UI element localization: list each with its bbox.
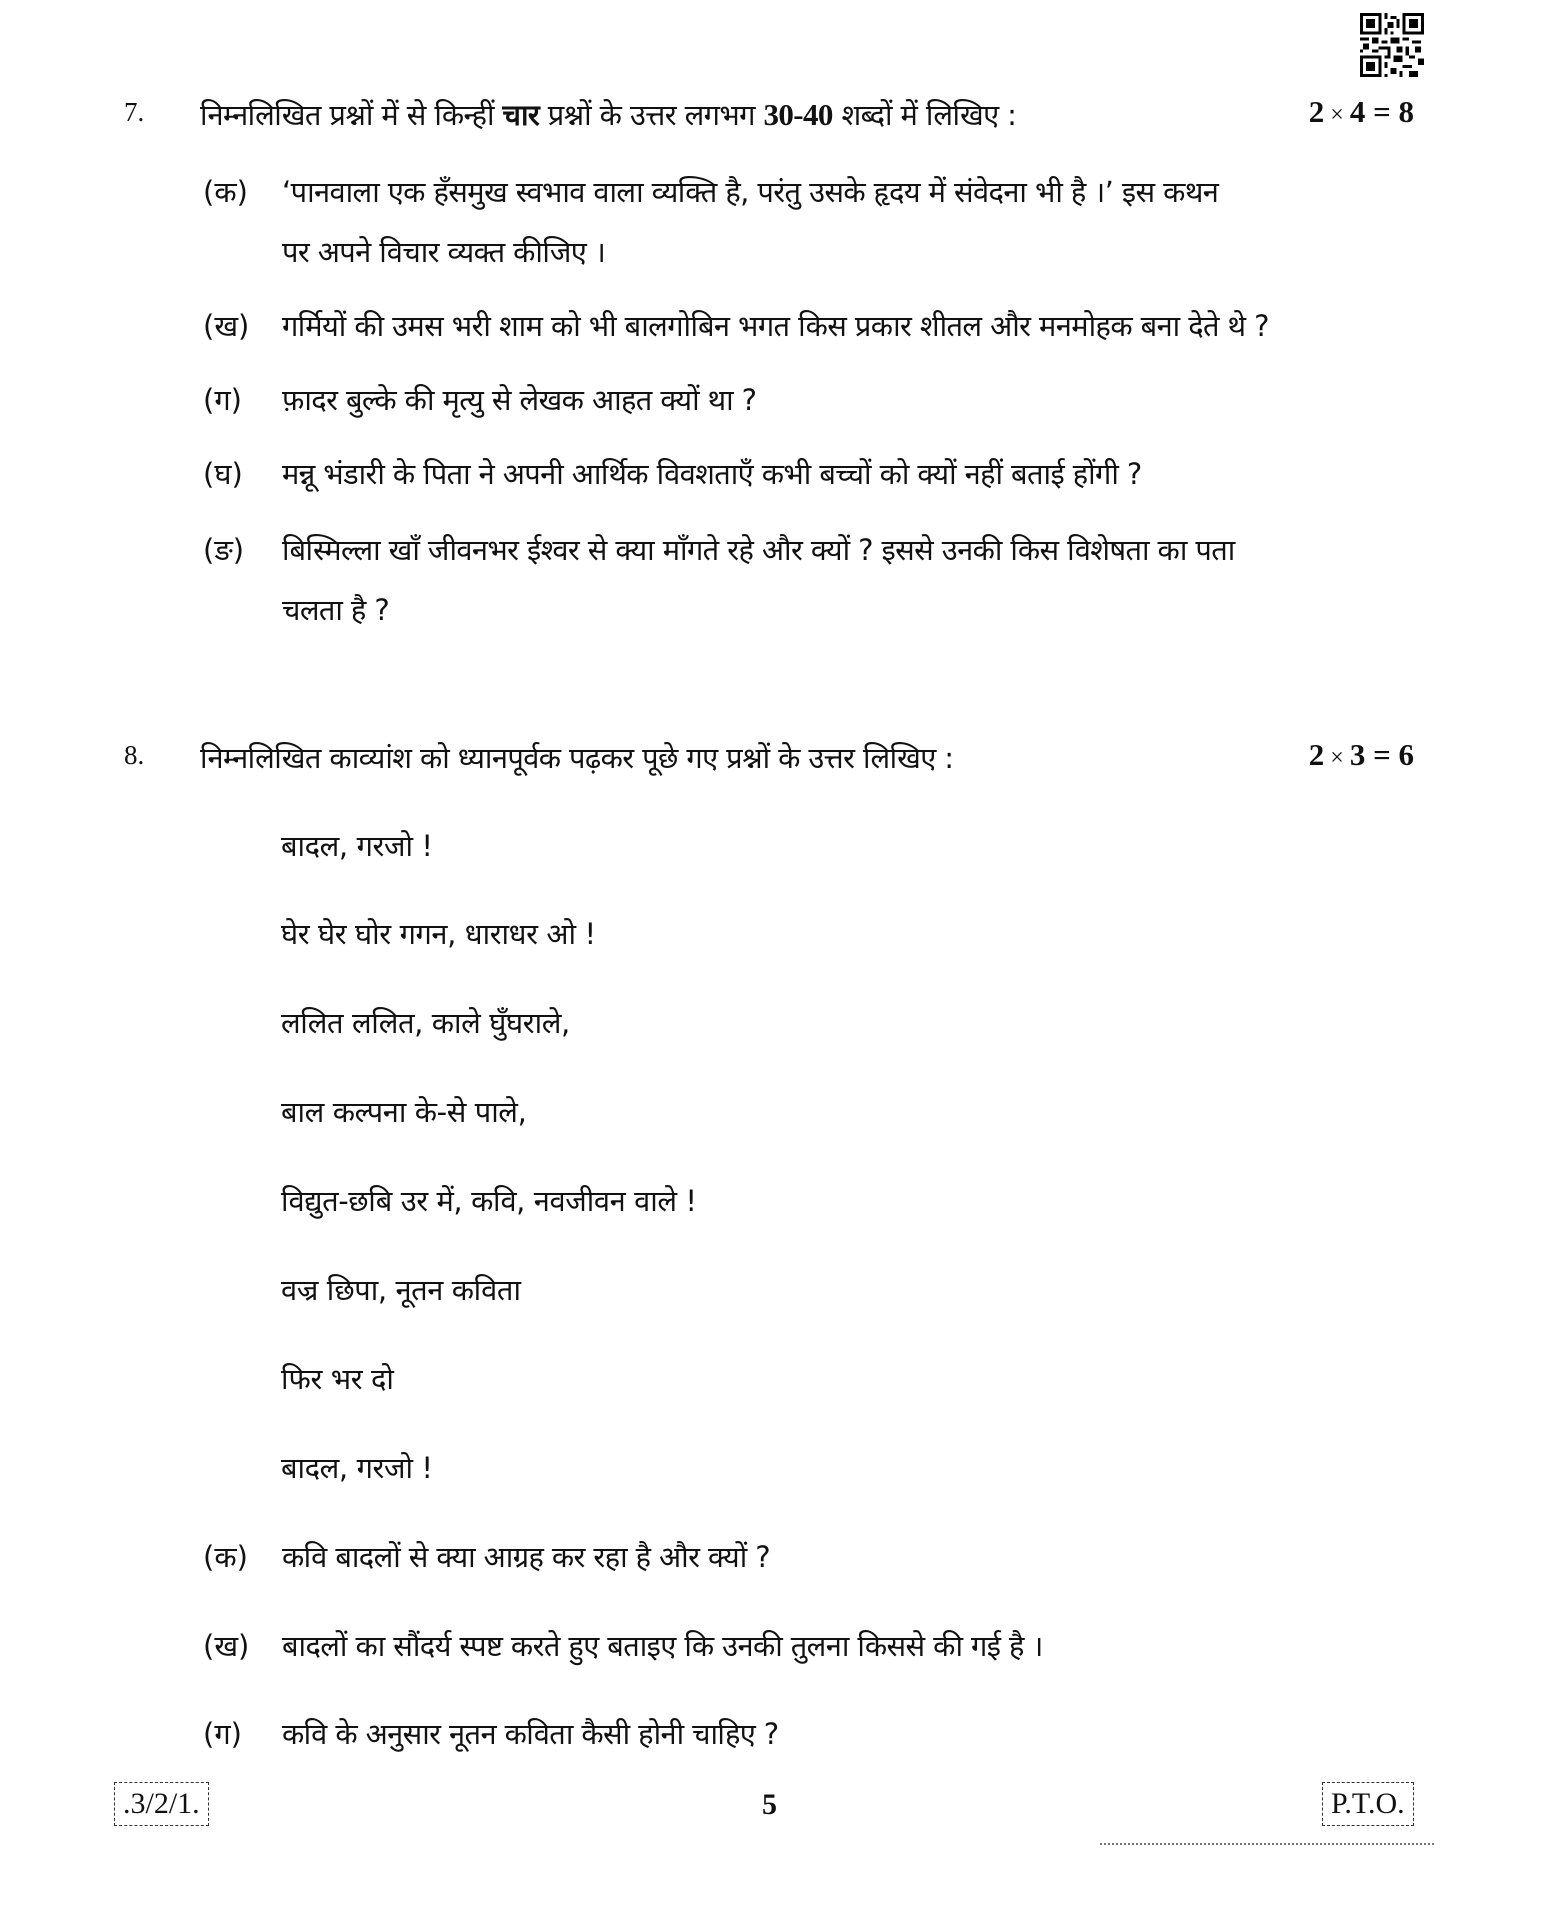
- q7-instruction-part3: शब्दों में लिखिए :: [832, 98, 1017, 132]
- poem-line-5: विद्युत-छबि उर में, कवि, नवजीवन वाले !: [281, 1184, 697, 1218]
- q7-sub-label-nga: (ङ): [203, 533, 245, 567]
- poem-line-1: बादल, गरजो !: [281, 829, 433, 863]
- q7-nga-line-2: चलता है ?: [282, 593, 390, 627]
- poem-line-8: बादल, गरजो !: [281, 1451, 433, 1485]
- footer-divider: [1100, 1843, 1434, 1848]
- equals-sign: =: [1373, 737, 1391, 772]
- q7-sub-text-gha: मन्नू भंडारी के पिता ने अपनी आर्थिक विवशताएँ कभी बच्चों को क्यों नहीं बताई होंगी ?: [282, 457, 1142, 491]
- marks-count: 4: [1349, 94, 1366, 129]
- question-7-marks: [1309, 94, 1414, 130]
- marks-multiplier: 2: [1308, 94, 1325, 129]
- question-8-number: 8.: [124, 740, 145, 770]
- marks-count: 3: [1349, 737, 1366, 772]
- q8-sub-text-kha: बादलों का सौंदर्य स्पष्ट करते हुए बताइए कि उनकी तुलना किससे की गई है ।: [282, 1629, 1043, 1663]
- poem-line-7: फिर भर दो: [281, 1362, 394, 1396]
- q8-sub-label-ka: (क): [203, 1540, 248, 1574]
- q7-sub-label-ga: (ग): [203, 383, 242, 417]
- qr-code-icon: [1360, 13, 1424, 77]
- question-8-marks: [1309, 737, 1414, 773]
- equals-sign: =: [1373, 94, 1391, 129]
- q8-sub-text-ga: कवि के अनुसार नूतन कविता कैसी होनी चाहिए ?: [282, 1717, 779, 1751]
- page-number: 5: [762, 1788, 777, 1821]
- q7-ka-line-2: पर अपने विचार व्यक्त कीजिए ।: [282, 235, 606, 269]
- question-7-instruction: [200, 95, 1016, 134]
- q7-ka-line-1: ‘पानवाला एक हँसमुख स्वभाव वाला व्यक्ति है, परंतु उसके हृदय में संवेदना भी है ।’ इस कथन: [282, 175, 1219, 209]
- q8-sub-label-ga: (ग): [203, 1717, 242, 1751]
- q7-sub-label-ka: (क): [203, 175, 248, 209]
- q8-sub-text-ka: कवि बादलों से क्या आग्रह कर रहा है और क्यों ?: [282, 1540, 771, 1574]
- question-7-number: 7.: [124, 97, 145, 127]
- poem-line-4: बाल कल्पना के-से पाले,: [281, 1095, 527, 1129]
- times-sign: ×: [1330, 102, 1344, 128]
- q7-sub-label-gha: (घ): [203, 457, 243, 491]
- q7-sub-text-ga: फ़ादर बुल्के की मृत्यु से लेखक आहत क्यों था ?: [282, 383, 757, 417]
- q7-word-range: 30-40: [763, 97, 833, 132]
- q7-instruction-part2: प्रश्नों के उत्तर लगभग: [539, 98, 764, 132]
- pto-label: P.T.O.: [1322, 1782, 1414, 1826]
- poem-line-2: घेर घेर घोर गगन, धाराधर ओ !: [281, 917, 596, 951]
- q7-sub-text-ka: [282, 162, 1218, 282]
- q7-sub-label-kha: (ख): [203, 309, 250, 343]
- question-8-instruction: निम्नलिखित काव्यांश को ध्यानपूर्वक पढ़कर पूछे गए प्रश्नों के उत्तर लिखिए :: [200, 741, 954, 775]
- poem-line-3: ललित ललित, काले घुँघराले,: [281, 1006, 570, 1040]
- poem-line-6: वज्र छिपा, नूतन कविता: [281, 1273, 521, 1307]
- marks-total: 8: [1398, 94, 1414, 129]
- q7-instruction-part1: निम्नलिखित प्रश्नों में से किन्हीं: [200, 98, 503, 132]
- q7-nga-line-1: बिस्मिल्ला खाँ जीवनभर ईश्वर से क्या माँगते रहे और क्यों ? इससे उनकी किस विशेषता का पता: [282, 533, 1235, 567]
- q7-instruction-bold: चार: [502, 98, 540, 132]
- marks-total: 6: [1398, 737, 1414, 772]
- q7-sub-text-kha: गर्मियों की उमस भरी शाम को भी बालगोबिन भगत किस प्रकार शीतल और मनमोहक बना देते थे ?: [282, 309, 1269, 343]
- times-sign: ×: [1330, 745, 1344, 771]
- q8-sub-label-kha: (ख): [203, 1629, 250, 1663]
- paper-code: .3/2/1.: [114, 1782, 209, 1826]
- q7-sub-text-nga: [282, 520, 1235, 640]
- marks-multiplier: 2: [1308, 737, 1325, 772]
